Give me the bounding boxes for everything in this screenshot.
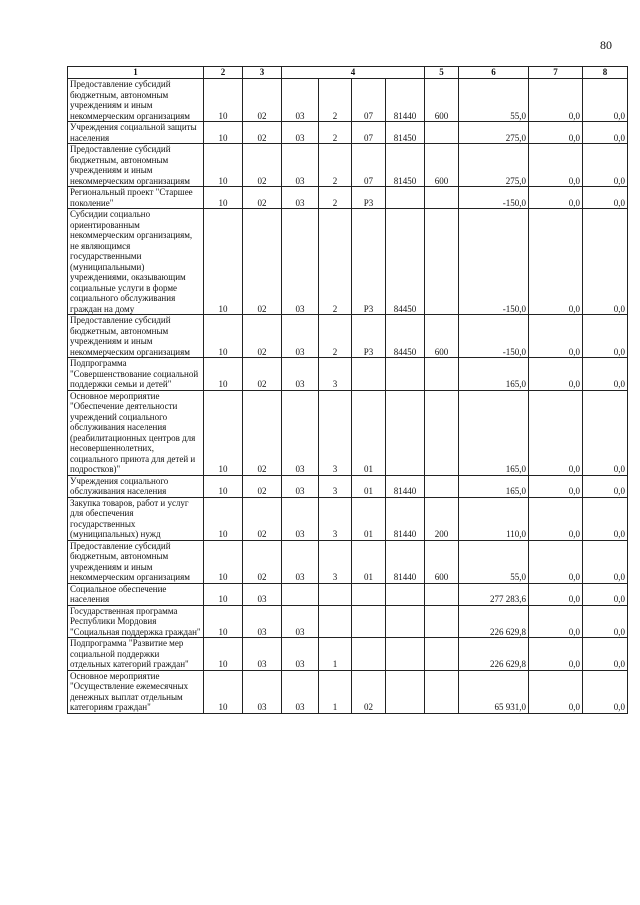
table-row [68, 209, 628, 315]
subprogram-code: 3 [319, 497, 352, 540]
budget-table [67, 66, 628, 714]
subprogram-code: 3 [319, 540, 352, 583]
amount-col6: 65 931,0 [459, 670, 529, 713]
item-name: Учреждения социального обслуживания населения [68, 475, 204, 497]
table-row [68, 187, 628, 209]
subprogram-code: 2 [319, 79, 352, 122]
amount-col7: 0,0 [529, 390, 583, 475]
podrazdel-code: 03 [243, 605, 282, 638]
activity-code: 01 [352, 497, 386, 540]
amount-col6: 110,0 [459, 497, 529, 540]
item-name: Государственная программа Республики Мордовия "Социальная поддержка граждан" [68, 605, 204, 638]
razdel-code: 10 [204, 187, 243, 209]
direction-code [386, 390, 425, 475]
amount-col6: 165,0 [459, 390, 529, 475]
razdel-code: 10 [204, 358, 243, 391]
amount-col8: 0,0 [583, 358, 628, 391]
item-name: Основное мероприятие "Осуществление ежемесячных денежных выплат отдельным категориям граждан" [68, 670, 204, 713]
expense-type-code [425, 670, 459, 713]
activity-code: P3 [352, 187, 386, 209]
expense-type-code [425, 209, 459, 315]
razdel-code: 10 [204, 638, 243, 671]
table-row [68, 79, 628, 122]
amount-col7: 0,0 [529, 583, 583, 605]
amount-col7: 0,0 [529, 497, 583, 540]
header-col-5: 5 [425, 67, 459, 79]
razdel-code: 10 [204, 144, 243, 187]
razdel-code: 10 [204, 390, 243, 475]
amount-col6: 277 283,6 [459, 583, 529, 605]
amount-col7: 0,0 [529, 358, 583, 391]
razdel-code: 10 [204, 497, 243, 540]
item-name: Предоставление субсидий бюджетным, автономным учреждениям и иным некоммерческим организациям [68, 315, 204, 358]
subprogram-code: 2 [319, 144, 352, 187]
direction-code [386, 670, 425, 713]
table-row [68, 497, 628, 540]
amount-col8: 0,0 [583, 583, 628, 605]
activity-code: 07 [352, 79, 386, 122]
amount-col6: 55,0 [459, 540, 529, 583]
direction-code [386, 187, 425, 209]
amount-col7: 0,0 [529, 670, 583, 713]
amount-col7: 0,0 [529, 475, 583, 497]
amount-col7: 0,0 [529, 122, 583, 144]
podrazdel-code: 02 [243, 390, 282, 475]
podrazdel-code: 02 [243, 187, 282, 209]
expense-type-code: 600 [425, 315, 459, 358]
podrazdel-code: 02 [243, 315, 282, 358]
subprogram-code: 2 [319, 122, 352, 144]
header-col-6: 6 [459, 67, 529, 79]
amount-col8: 0,0 [583, 187, 628, 209]
amount-col7: 0,0 [529, 540, 583, 583]
header-col-2: 2 [204, 67, 243, 79]
expense-type-code [425, 605, 459, 638]
direction-code [386, 605, 425, 638]
amount-col6: 226 629,8 [459, 605, 529, 638]
activity-code: P3 [352, 209, 386, 315]
program-code: 03 [282, 315, 319, 358]
amount-col6: 55,0 [459, 79, 529, 122]
subprogram-code: 2 [319, 209, 352, 315]
subprogram-code [319, 583, 352, 605]
header-col-8: 8 [583, 67, 628, 79]
amount-col7: 0,0 [529, 638, 583, 671]
table-row [68, 540, 628, 583]
amount-col6: -150,0 [459, 315, 529, 358]
direction-code: 84450 [386, 315, 425, 358]
amount-col8: 0,0 [583, 79, 628, 122]
podrazdel-code: 02 [243, 475, 282, 497]
item-name: Социальное обеспечение населения [68, 583, 204, 605]
direction-code [386, 583, 425, 605]
direction-code: 84450 [386, 209, 425, 315]
amount-col8: 0,0 [583, 638, 628, 671]
amount-col8: 0,0 [583, 540, 628, 583]
item-name: Основное мероприятие "Обеспечение деятельности учреждений социального обслуживания населения (реабилитационных центров для несовершеннолетних, социального приюта для детей и подростков)" [68, 390, 204, 475]
expense-type-code: 600 [425, 79, 459, 122]
podrazdel-code: 03 [243, 583, 282, 605]
razdel-code: 10 [204, 475, 243, 497]
direction-code: 81440 [386, 497, 425, 540]
podrazdel-code: 02 [243, 358, 282, 391]
amount-col8: 0,0 [583, 475, 628, 497]
direction-code: 81440 [386, 79, 425, 122]
expense-type-code [425, 583, 459, 605]
expense-type-code [425, 122, 459, 144]
subprogram-code: 3 [319, 390, 352, 475]
table-row [68, 475, 628, 497]
amount-col8: 0,0 [583, 209, 628, 315]
podrazdel-code: 02 [243, 122, 282, 144]
direction-code: 81440 [386, 475, 425, 497]
amount-col8: 0,0 [583, 670, 628, 713]
item-name: Подпрограмма "Совершенствование социальной поддержки семьи и детей" [68, 358, 204, 391]
amount-col7: 0,0 [529, 79, 583, 122]
amount-col8: 0,0 [583, 144, 628, 187]
header-col-1: 1 [68, 67, 204, 79]
item-name: Закупка товаров, работ и услуг для обеспечения государственных (муниципальных) нужд [68, 497, 204, 540]
header-col-3: 3 [243, 67, 282, 79]
direction-code: 81450 [386, 122, 425, 144]
item-name: Региональный проект "Старшее поколение" [68, 187, 204, 209]
activity-code: P3 [352, 315, 386, 358]
table-row [68, 583, 628, 605]
item-name: Учреждения социальной защиты населения [68, 122, 204, 144]
activity-code: 07 [352, 144, 386, 187]
direction-code: 81450 [386, 144, 425, 187]
program-code: 03 [282, 187, 319, 209]
activity-code: 01 [352, 475, 386, 497]
subprogram-code: 2 [319, 187, 352, 209]
table-row [68, 638, 628, 671]
amount-col7: 0,0 [529, 605, 583, 638]
amount-col8: 0,0 [583, 497, 628, 540]
program-code: 03 [282, 209, 319, 315]
program-code: 03 [282, 605, 319, 638]
header-col-4: 4 [282, 67, 425, 79]
expense-type-code [425, 638, 459, 671]
subprogram-code: 2 [319, 315, 352, 358]
amount-col6: -150,0 [459, 209, 529, 315]
podrazdel-code: 02 [243, 497, 282, 540]
amount-col6: 226 629,8 [459, 638, 529, 671]
amount-col7: 0,0 [529, 187, 583, 209]
activity-code: 01 [352, 390, 386, 475]
activity-code [352, 605, 386, 638]
expense-type-code [425, 187, 459, 209]
subprogram-code [319, 605, 352, 638]
amount-col8: 0,0 [583, 315, 628, 358]
table-row [68, 144, 628, 187]
expense-type-code [425, 475, 459, 497]
amount-col8: 0,0 [583, 390, 628, 475]
item-name: Предоставление субсидий бюджетным, автономным учреждениям и иным некоммерческим организациям [68, 540, 204, 583]
amount-col6: 165,0 [459, 475, 529, 497]
program-code: 03 [282, 475, 319, 497]
expense-type-code: 600 [425, 540, 459, 583]
razdel-code: 10 [204, 670, 243, 713]
razdel-code: 10 [204, 122, 243, 144]
podrazdel-code: 03 [243, 638, 282, 671]
subprogram-code: 1 [319, 670, 352, 713]
amount-col6: 275,0 [459, 144, 529, 187]
subprogram-code: 3 [319, 475, 352, 497]
activity-code [352, 358, 386, 391]
item-name: Субсидии социально ориентированным некоммерческим организациям, не являющимся государственными (муниципальными) учреждениями, оказывающим социальные услуги в форме социального обслуживания граждан на дому [68, 209, 204, 315]
amount-col7: 0,0 [529, 144, 583, 187]
activity-code: 07 [352, 122, 386, 144]
table-row [68, 670, 628, 713]
razdel-code: 10 [204, 315, 243, 358]
program-code: 03 [282, 638, 319, 671]
podrazdel-code: 02 [243, 540, 282, 583]
amount-col6: -150,0 [459, 187, 529, 209]
header-row [68, 67, 628, 79]
razdel-code: 10 [204, 605, 243, 638]
activity-code: 02 [352, 670, 386, 713]
item-name: Подпрограмма "Развитие мер социальной поддержки отдельных категорий граждан" [68, 638, 204, 671]
razdel-code: 10 [204, 79, 243, 122]
program-code: 03 [282, 497, 319, 540]
podrazdel-code: 03 [243, 670, 282, 713]
program-code: 03 [282, 144, 319, 187]
program-code: 03 [282, 670, 319, 713]
item-name: Предоставление субсидий бюджетным, автономным учреждениям и иным некоммерческим организациям [68, 79, 204, 122]
subprogram-code: 3 [319, 358, 352, 391]
program-code: 03 [282, 540, 319, 583]
amount-col8: 0,0 [583, 605, 628, 638]
podrazdel-code: 02 [243, 209, 282, 315]
expense-type-code [425, 390, 459, 475]
direction-code [386, 638, 425, 671]
podrazdel-code: 02 [243, 144, 282, 187]
direction-code: 81440 [386, 540, 425, 583]
amount-col7: 0,0 [529, 209, 583, 315]
razdel-code: 10 [204, 209, 243, 315]
program-code: 03 [282, 122, 319, 144]
activity-code [352, 583, 386, 605]
program-code [282, 583, 319, 605]
item-name: Предоставление субсидий бюджетным, автономным учреждениям и иным некоммерческим организациям [68, 144, 204, 187]
table-row [68, 358, 628, 391]
table-row [68, 122, 628, 144]
activity-code [352, 638, 386, 671]
amount-col6: 275,0 [459, 122, 529, 144]
subprogram-code: 1 [319, 638, 352, 671]
amount-col7: 0,0 [529, 315, 583, 358]
expense-type-code [425, 358, 459, 391]
expense-type-code: 200 [425, 497, 459, 540]
podrazdel-code: 02 [243, 79, 282, 122]
header-col-7: 7 [529, 67, 583, 79]
table-row [68, 315, 628, 358]
razdel-code: 10 [204, 583, 243, 605]
razdel-code: 10 [204, 540, 243, 583]
program-code: 03 [282, 390, 319, 475]
expense-type-code: 600 [425, 144, 459, 187]
activity-code: 01 [352, 540, 386, 583]
table-row [68, 390, 628, 475]
page-number: 80 [600, 38, 612, 52]
amount-col8: 0,0 [583, 122, 628, 144]
direction-code [386, 358, 425, 391]
amount-col6: 165,0 [459, 358, 529, 391]
table-row [68, 605, 628, 638]
program-code: 03 [282, 358, 319, 391]
program-code: 03 [282, 79, 319, 122]
